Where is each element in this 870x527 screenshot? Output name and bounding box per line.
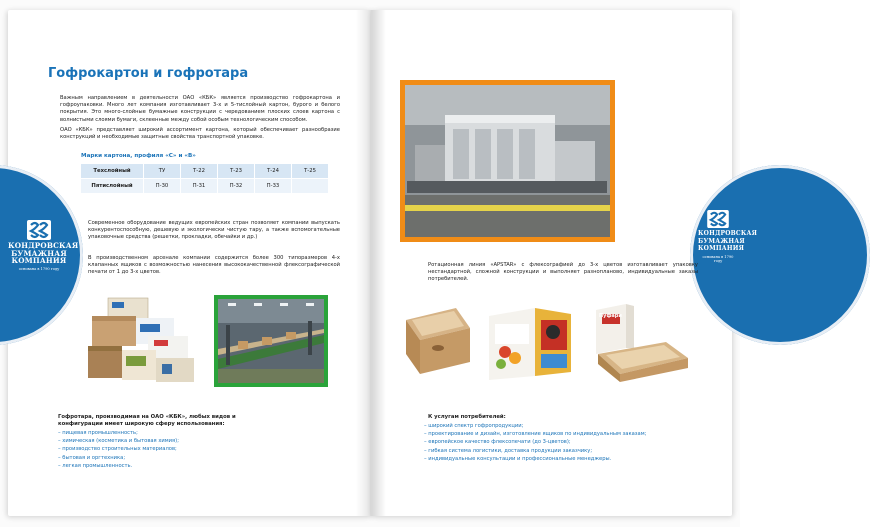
table-cell: Т-22 bbox=[181, 164, 218, 179]
cardboard-boxes-photo bbox=[82, 290, 200, 390]
branded-box-image bbox=[592, 298, 692, 382]
table-row-head: Техслойный bbox=[81, 164, 144, 179]
factory-conveyor-photo bbox=[218, 299, 324, 383]
list-item: – бытовая и оргтехника; bbox=[58, 454, 308, 462]
uses-list bbox=[58, 429, 308, 470]
logo-since: основана в 1790 году bbox=[18, 266, 60, 271]
list-item: – проектирование и дизайн, изготовление ящиков по индивидуальным заказам; bbox=[424, 430, 684, 438]
table-cell: ТУ bbox=[144, 164, 181, 179]
list-item: – химическая (косметика и бытовая химия); bbox=[58, 437, 308, 445]
services-title: К услугам потребителей: bbox=[428, 414, 506, 420]
list-item: – индивидуальные консультации и профессиональные менеджеры. bbox=[424, 455, 684, 463]
apstar-caption: Ротационная линия «APSTAR» с флексографией до 3-х цветов изготавливает упаковку нестандартной, сложной конструкции и выполняет разнопланово, индивидуальные заказы потребителей. bbox=[428, 262, 698, 283]
logo-since: основана в 1790 году bbox=[702, 254, 734, 263]
box-range-paragraph: В производственном арсенале компании содержится более 300 типоразмеров 4-х клапанных ящиков с возможностью нанесения высококачественной флексографической печати от 1 до 3-х цветов. bbox=[88, 255, 340, 276]
company-logo-right bbox=[698, 210, 758, 263]
printed-box-image bbox=[485, 302, 575, 382]
table-cell: П-31 bbox=[181, 179, 218, 194]
logo-line-1: КОНДРОВСКАЯ bbox=[8, 241, 79, 250]
machine-photo-frame bbox=[400, 80, 615, 242]
logo-line-3: КОМПАНИЯ bbox=[11, 256, 67, 266]
table-cell: Т-23 bbox=[218, 164, 255, 179]
table-cell: Т-25 bbox=[292, 164, 329, 179]
table-cell: П-30 bbox=[144, 179, 181, 194]
assortment-paragraph: ОАО «КБК» представляет широкий ассортимент картона, который обеспечивает разнообразие конструкций и необходимые защитные свойства транспортной упаковке. bbox=[60, 127, 340, 141]
table-cell: П-33 bbox=[255, 179, 292, 194]
equipment-paragraph: Современное оборудование ведущих европейских стран позволяет компании выпускать конкурентоспособную, дешевую и экологически чистую тару, а также вспомогательные упаковочные средства (решетки, прокладки, обечайки и др.) bbox=[88, 220, 340, 241]
company-logo-left bbox=[8, 220, 79, 271]
table-cell: Т-24 bbox=[255, 164, 292, 179]
table-cell: П-32 bbox=[218, 179, 255, 194]
services-list bbox=[424, 422, 684, 463]
logo-line-2: БУМАЖНАЯ bbox=[11, 248, 67, 258]
logo-line-2: БУМАЖНАЯ bbox=[698, 237, 745, 245]
logo-mark-icon bbox=[27, 220, 51, 240]
table-row bbox=[81, 164, 329, 179]
logo-line-1: КОНДРОВСКАЯ bbox=[698, 230, 758, 237]
table-caption: Марки картона, профиля «С» и «В» bbox=[81, 153, 196, 159]
conveyor-photo-frame bbox=[214, 295, 328, 387]
intro-paragraph: Важным направлением в деятельности ОАО «КБК» является производство гофрокартона и гофроупаковки. Много лет компания изготавливает 3-х и 5-тислойный картон, бурого и белого покрытия. Это много-слойные бумажные конструкции с чередованием плоских слоев картона с волнистыми слоями бумаги, склеенные между собой особым технологическим способом. bbox=[60, 95, 340, 123]
table-row-head: Пятислойный bbox=[81, 179, 144, 194]
uses-title: Гофротара, производимая на ОАО «КБК», любых видов и конфигурации имеет широкую сферу использования: bbox=[58, 414, 236, 427]
list-item: – широкий спектр гофропродукции; bbox=[424, 422, 684, 430]
list-item: – пищевая промышленность; bbox=[58, 429, 308, 437]
tray-box-image bbox=[398, 300, 478, 380]
table-cell bbox=[292, 179, 329, 194]
logo-line-3: КОМПАНИЯ bbox=[698, 245, 745, 253]
page-title: Гофрокартон и гофротара bbox=[48, 66, 249, 81]
logo-mark-icon bbox=[707, 210, 729, 228]
list-item: – легкая промышленность. bbox=[58, 462, 308, 470]
list-item: – европейское качество флексопечати (до 3-цветов); bbox=[424, 438, 684, 446]
table-row bbox=[81, 179, 329, 194]
apstar-machine-photo bbox=[405, 85, 610, 237]
cardboard-grades-table bbox=[80, 163, 329, 194]
list-item: – производство строительных материалов; bbox=[58, 445, 308, 453]
list-item: – гибкая система логистики, доставка продукции заказчику; bbox=[424, 447, 684, 455]
box-brand-label: Пуфари bbox=[599, 313, 622, 319]
